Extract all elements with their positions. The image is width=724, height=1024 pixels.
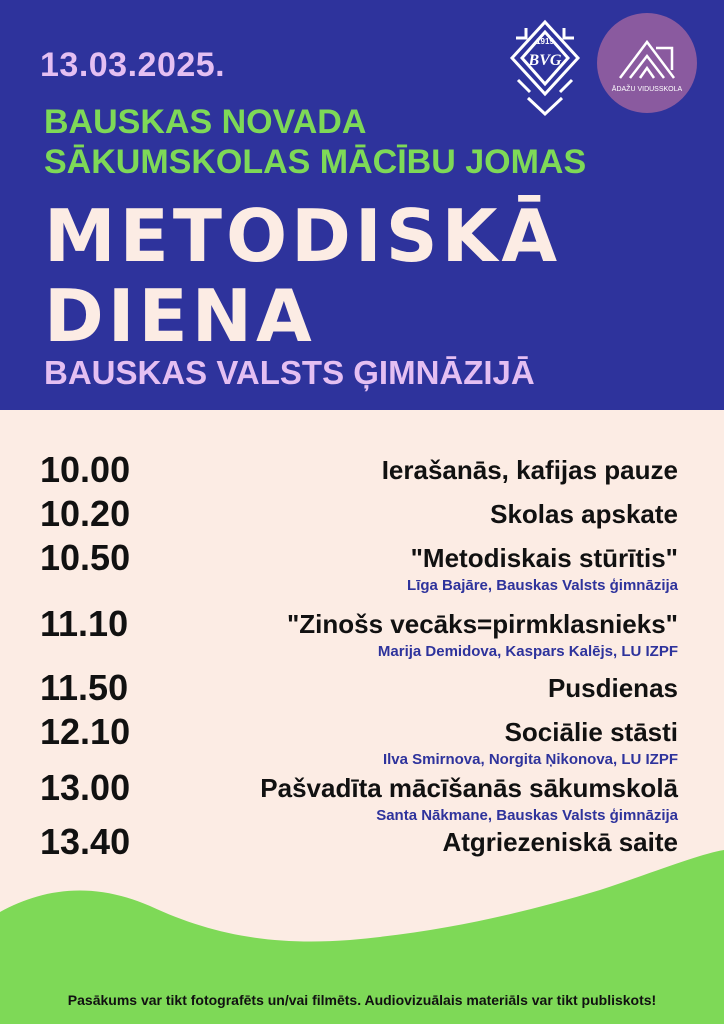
bvg-year: 1919 (536, 37, 554, 46)
schedule-event: "Zinošs vecāks=pirmklasnieks" (286, 609, 678, 639)
bvg-logo-icon (508, 18, 582, 118)
subtitle-line-1: BAUSKAS NOVADA (44, 103, 367, 141)
adazi-logo-icon (596, 12, 698, 114)
schedule-speaker: Līga Bajāre, Bauskas Valsts ģimnāzija (407, 577, 678, 594)
event-date: 13.03.2025. (40, 46, 226, 84)
title-line-1: METODISKĀ (44, 194, 562, 278)
schedule-time: 10.50 (40, 537, 131, 578)
schedule-event: Skolas apskate (490, 499, 678, 529)
adazi-name: ĀDAŽU VIDUSSKOLA (611, 86, 683, 93)
subtitle-line-2: SĀKUMSKOLAS MĀCĪBU JOMAS (44, 143, 587, 181)
schedule-time: 12.10 (40, 711, 131, 752)
schedule-time: 11.10 (40, 603, 129, 644)
schedule-time: 10.20 (40, 493, 131, 534)
schedule-event: Pašvadīta mācīšanās sākumskolā (260, 773, 678, 803)
schedule-speaker: Santa Nākmane, Bauskas Valsts ģimnāzija (376, 807, 678, 824)
schedule-speaker: Ilva Smirnova, Norgita Ņikonova, LU IZPF (382, 751, 678, 768)
schedule-time: 13.40 (40, 821, 131, 862)
schedule-event: Pusdienas (547, 673, 678, 703)
header-banner (0, 0, 724, 410)
schedule-time: 10.00 (40, 449, 131, 490)
schedule-event: Ierašanās, kafijas pauze (381, 455, 678, 485)
schedule-event: Atgriezeniskā saite (442, 827, 678, 857)
venue: BAUSKAS VALSTS ĢIMNĀZIJĀ (44, 354, 535, 391)
schedule-event: "Metodiskais stūrītis" (410, 543, 678, 573)
schedule-time: 13.00 (40, 767, 131, 808)
bvg-letters: BVG (528, 52, 562, 69)
schedule-time: 11.50 (40, 667, 129, 708)
schedule-speaker: Marija Demidova, Kaspars Kalējs, LU IZPF (377, 643, 678, 660)
footer-notice: Pasākums var tikt fotografēts un/vai filmēts. Audiovizuālais materiāls var tikt publiskots! (67, 992, 657, 1008)
schedule-event: Sociālie stāsti (504, 717, 678, 747)
title-line-2: DIENA (44, 274, 316, 358)
